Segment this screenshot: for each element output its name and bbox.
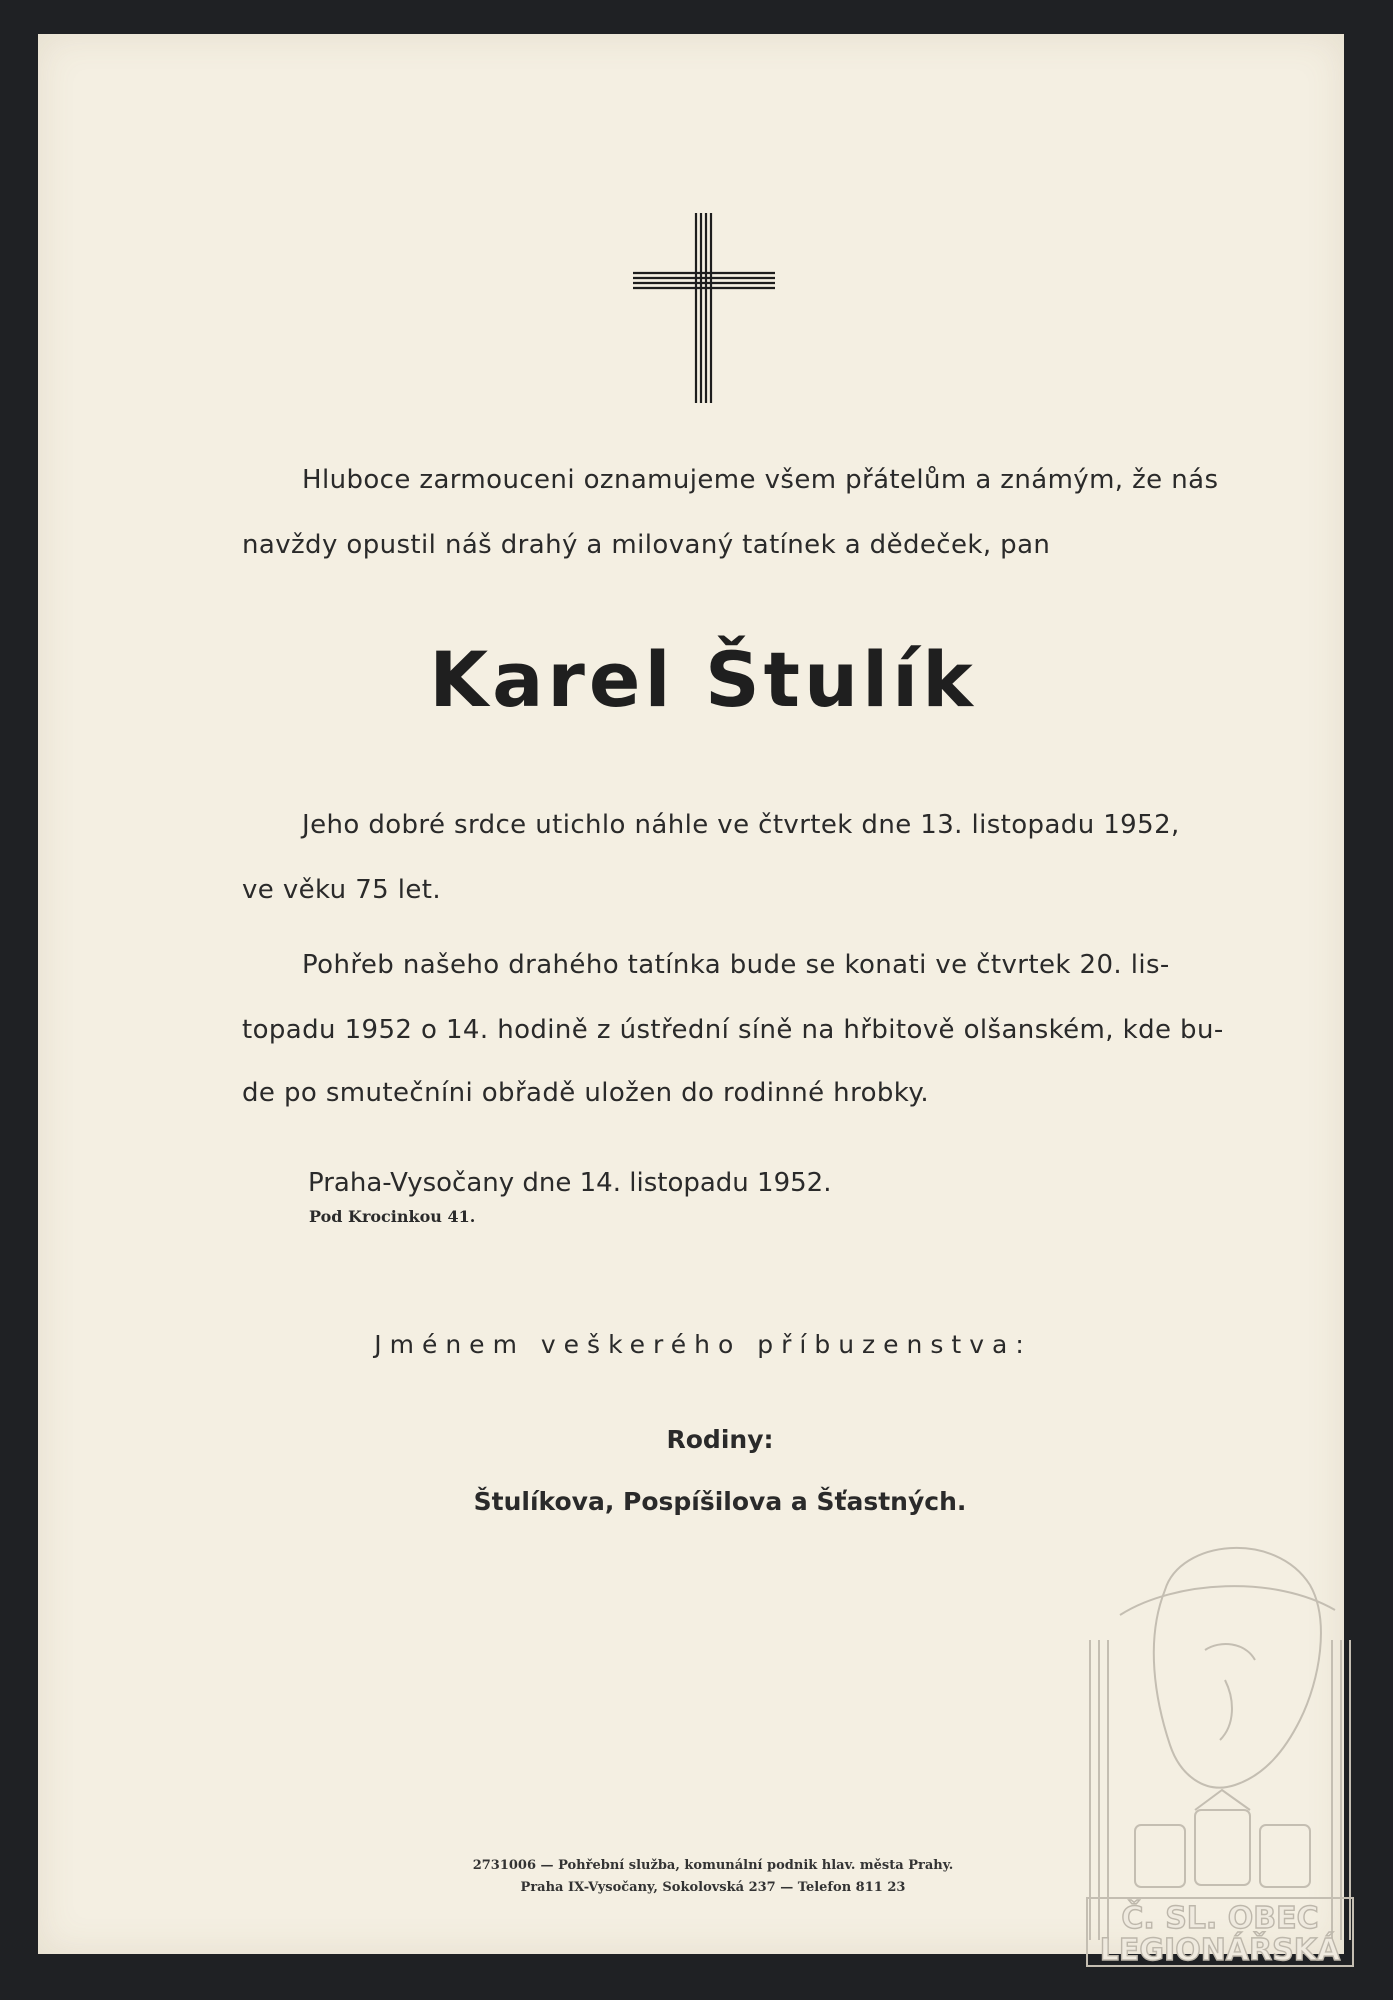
stamp-text-line2: LEGIONÁŘSKÁ <box>1099 1933 1341 1968</box>
printer-line-2: Praha IX-Vysočany, Sokolovská 237 — Telefon 811 23 <box>520 1880 906 1895</box>
place-date: Praha-Vysočany dne 14. listopadu 1952. <box>308 1168 832 1198</box>
death-line-2: ve věku 75 let. <box>242 875 442 905</box>
funeral-line-3: de po smutečníni obřadě uložen do rodinné hrobky. <box>242 1078 930 1108</box>
families-label: Rodiny: <box>666 1425 774 1454</box>
coat-of-arms-right-icon <box>1260 1825 1310 1887</box>
legion-stamp <box>1085 1530 1355 1968</box>
stamp-text-line1: Č. SL. OBEC <box>1121 1901 1319 1936</box>
legionnaire-head-icon <box>1154 1548 1321 1788</box>
deceased-name: Karel Štulík <box>429 635 977 724</box>
address: Pod Krocinkou 41. <box>309 1207 476 1226</box>
funeral-line-1: Pohřeb našeho drahého tatínka bude se konati ve čtvrtek 20. lis- <box>302 950 1170 980</box>
coat-of-arms-left-icon <box>1135 1825 1185 1887</box>
cross-icon <box>633 213 775 403</box>
printer-line-1: 2731006 — Pohřební služba, komunální podnik hlav. města Prahy. <box>472 1858 954 1873</box>
death-line-1: Jeho dobré srdce utichlo náhle ve čtvrtek dne 13. listopadu 1952, <box>302 810 1180 840</box>
intro-line-2: navždy opustil náš drahý a milovaný tatínek a dědeček, pan <box>242 530 1051 560</box>
funeral-line-2: topadu 1952 o 14. hodině z ústřední síně na hřbitově olšanském, kde bu- <box>242 1015 1224 1045</box>
families-names: Štulíkova, Pospíšilova a Šťastných. <box>473 1487 967 1516</box>
coat-of-arms-center-icon <box>1195 1810 1250 1885</box>
on-behalf-heading: Jménem veškerého příbuzenstva: <box>374 1330 1032 1359</box>
intro-line-1: Hluboce zarmouceni oznamujeme všem přátelům a známým, že nás <box>302 465 1219 495</box>
